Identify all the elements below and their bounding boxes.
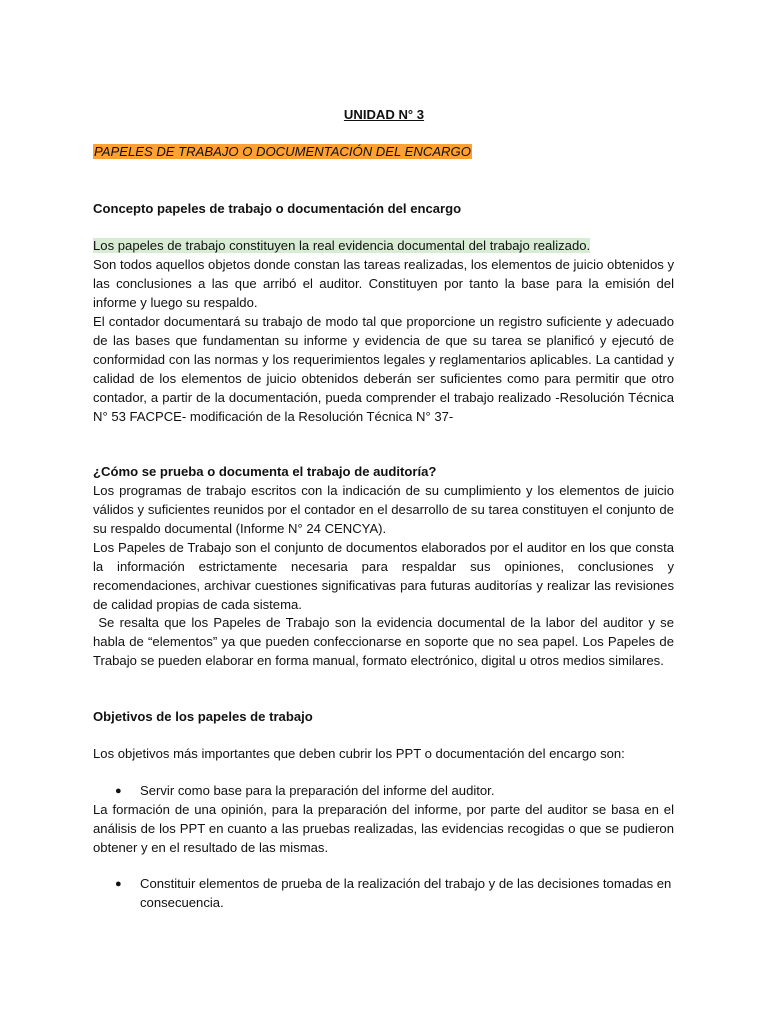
key-statement-highlight: Los papeles de trabajo constituyen la real evidencia documental del trabajo realizado. [93,238,591,253]
section-heading-objetivos: Objetivos de los papeles de trabajo [93,709,313,724]
unit-title: UNIDAD N° 3 [343,107,425,122]
bullet-dot-icon: ● [115,878,122,890]
section-heading-prueba: ¿Cómo se prueba o documenta el trabajo de auditoría? [93,464,437,479]
section-heading-concepto: Concepto papeles de trabajo o documentación del encargo [93,201,462,216]
concepto-paragraph-2: El contador documentará su trabajo de modo tal que proporcione un registro suficiente y adecuado de las bases que fundamentan su informe y evidencia de que su tarea se planificó y ejecutó de conformidad con las normas y los requerimientos legales y reglamentarios aplicables. La cantidad y calidad de los elementos de juicio obtenidos deberán ser suficientes como para permitir que otro contador, a partir de la documentación, pueda comprender el trabajo realizado -Resolución Técnica N° 53 FACPCE- modificación de la Resolución Técnica N° 37- [93,314,674,424]
concepto-paragraph-1: Son todos aquellos objetos donde constan las tareas realizadas, los elementos de juicio obtenidos y las conclusiones a las que arribó el auditor. Constituyen por tanto la base para la emisión del informe y luego su respaldo. [93,257,674,310]
prueba-paragraph-3: Se resalta que los Papeles de Trabajo son la evidencia documental de la labor del auditor y se habla de “elementos” ya que pueden confeccionarse en soporte que no sea papel. Los Papeles de Trabajo se pueden elaborar en forma manual, formato electrónico, digital u otros medios similares. [93,615,678,668]
prueba-paragraph-2: Los Papeles de Trabajo son el conjunto de documentos elaborados por el auditor en los que consta la información estrictamente necesaria para respaldar sus opiniones, conclusiones y recomendaciones, archivar cuestiones significativas para futuras auditorías y realizar las revisiones de calidad propias de cada sistema. [93,540,674,612]
objetivos-intro: Los objetivos más importantes que deben cubrir los PPT o documentación del encargo son: [93,746,625,761]
prueba-paragraph-1: Los programas de trabajo escritos con la indicación de su cumplimiento y los elementos de juicio válidos y suficientes reunidos por el contador en el desarrollo de su tarea constituyen el conjunto de su respaldo documental (Informe N° 24 CENCYA). [93,483,674,536]
key-statement [93,237,674,256]
bullet-dot-icon: ● [115,785,122,797]
objetivos-paragraph-1: La formación de una opinión, para la preparación del informe, por parte del auditor se basa en el análisis de los PPT en cuanto a las pruebas realizadas, las evidencias recogidas o que se pudieron obtener y en el resultado de las mismas. [93,802,674,855]
topic-title [93,143,674,162]
list-item-text: Servir como base para la preparación del informe del auditor. [140,783,495,798]
list-item [115,875,675,913]
list-item [115,782,675,801]
list-item-text: Constituir elementos de prueba de la realización del trabajo y de las decisiones tomadas en consecuencia. [140,876,672,910]
topic-title-highlight: PAPELES DE TRABAJO O DOCUMENTACIÓN DEL ENCARGO [94,144,471,159]
